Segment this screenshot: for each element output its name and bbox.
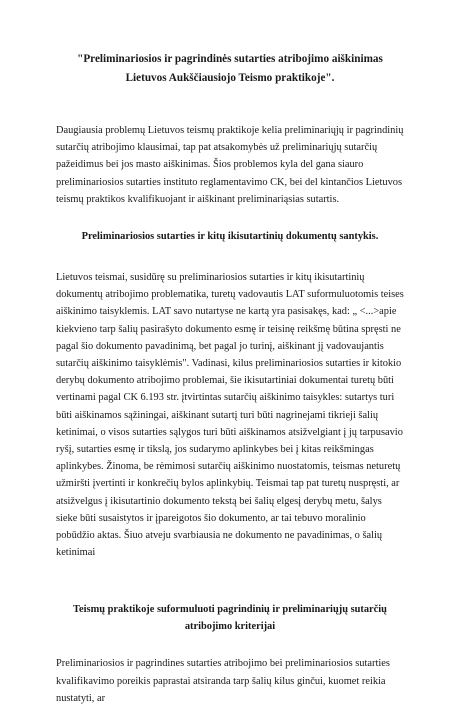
intro-paragraph: Daugiausia problemų Lietuvos teismų praktikoje kelia preliminariųjų ir pagrindinių sutarčių atribojimo klausimai, tap pat atsakomybės už preliminariųjų sutarčių pažeidimus bei jos masto aiškinimas. Šios problemos kyla del gana siauro preliminariosios sutarties instituto reglamentavimo CK, bei del kintančios Lietuvos teismų praktikos kvalifikuojant ir aiškinant preliminariąsias sutartis. xyxy=(56,125,404,205)
section2-heading: Teismų praktikoje suformuluoti pagrindinių ir preliminariųjų sutarčių atribojimo kriterijai xyxy=(73,604,387,633)
section1-paragraph: Lietuvos teismai, susidūrę su preliminariosios sutarties ir kitų ikisutartinių dokumentų atribojimo problematika, turetų vadovautis LAT suformuluotomis teises aiškinimo taisyklemis. LAT savo nutartyse ne kartą yra pasisakęs, kad: „ <...>apie kiekvieno tarp šalių pasirašyto dokumento esmę ir teisinę reikšmę būtina spręsti ne pagal šio dokumento pavadinimą, bet pagal jo turinį, aiškinant jį vadovaujantis sutarčių aiškinimo taisyklėmis". Vadinasi, kilus preliminariosios sutarties ir kitokio derybų dokumento atribojimo problemai, šie ikisutartiniai dokumentai turetų būti vertinami pagal CK 6.193 str. įtvirtintas sutarčių aiškinimo taisykles: sutartys turi būti aiškinamos sąžiningai, aiškinant sutartį turi būti nagrinejami tikrieji šalių ketinimai, o visos sutarties sąlygos turi būti aiškinamos atsižvelgiant į jų tarpusavio ryšį, sutarties esmę ir tikslą, jos sudarymo aplinkybes bei į kitas reikšmingas aplinkybes. Žinoma, be rėmimosi sutarčių aiškinimo nuostatomis, teismas neturetų užmiršti įvertinti ir konkrečių bylos aplinkybių. Teismai tap pat turetų nuspręsti, ar atsižvelgus į ikisutartinio dokumento tekstą bei šalių elgesį derybų metu, šalys sieke būti susaistytos ir įpareigotos šio dokumento, ar tai tebuvo moralinio pobūdžio aktas. Šiuo atveju svarbiausia ne dokumento ne pavadinimas, o šalių ketinimai xyxy=(56,272,404,559)
section1-heading: Preliminariosios sutarties ir kitų ikisutartinių dokumentų santykis. xyxy=(81,231,379,243)
document-title: "Preliminariosios ir pagrindinės sutarties atribojimo aiškinimas Lietuvos Aukščiausiojo Teismo praktikoje". xyxy=(77,53,383,84)
section2-paragraph: Preliminariosios ir pagrindines sutarties atribojimo bei preliminariosios sutarties kvalifikavimo poreikis paprastai atsiranda tarp šalių kilus ginčui, kuomet reikia nustatyti, ar xyxy=(56,658,390,704)
